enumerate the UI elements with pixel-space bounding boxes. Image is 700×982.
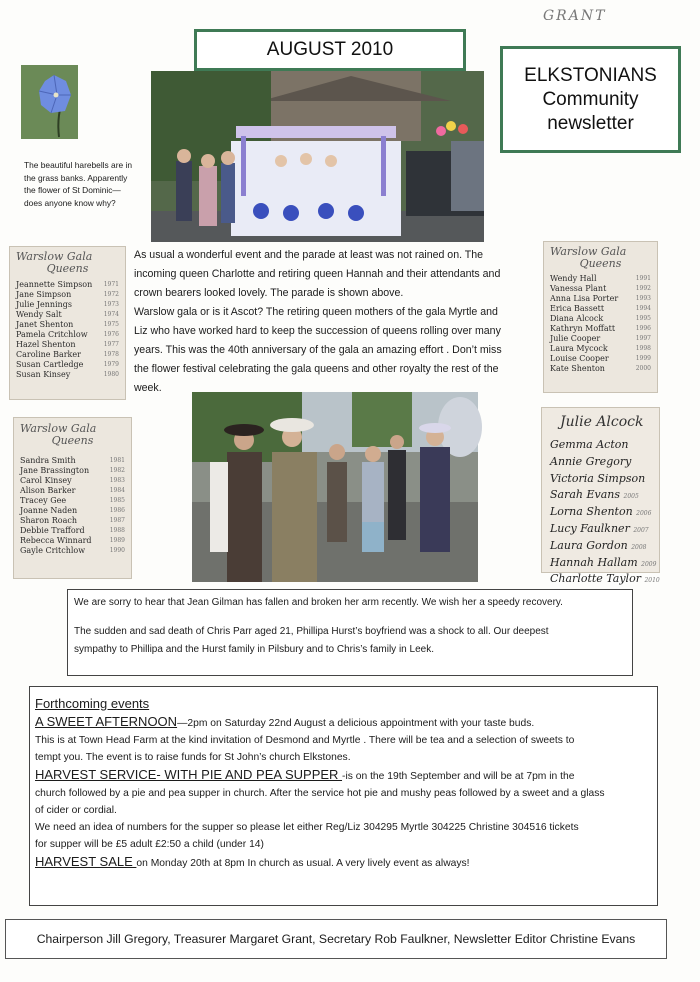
article-line: crown bearers looked lovely. The parade is shown above. (134, 287, 404, 299)
article-line: incoming queen Charlotte and retiring queen Hannah and their attendants and (134, 268, 501, 280)
committee-footer: Chairperson Jill Gregory, Treasurer Margaret Grant, Secretary Rob Faulkner, Newsletter Editor Christine Evans (5, 919, 667, 959)
queen-row: Alison Barker 1984 (20, 486, 125, 495)
issue-title: AUGUST 2010 (194, 29, 466, 71)
queen-row: Vanessa Plant 1992 (550, 284, 651, 293)
event-line: of cider or cordial. (35, 805, 117, 816)
card-title: Warslow Gala (20, 422, 97, 435)
queen-row: Sandra Smith 1981 (20, 456, 125, 465)
queen-row: Charlotte Taylor 2010 (550, 572, 660, 586)
event-line: tempt you. The event is to raise funds for St John’s church Elkstones. (35, 752, 351, 763)
news-line: sympathy to Phillipa and the Hurst family in Pilsbury and to Chris’s family in Leek. (74, 644, 434, 655)
event-line: for supper will be £5 adult £2:50 a child (under 14) (35, 839, 264, 850)
card-title: Julie Alcock (560, 414, 644, 430)
article-line: years. This was the 40th anniversary of the gala an amazing effort . Don’t miss (134, 344, 502, 356)
harvest-service-title: HARVEST SERVICE- WITH PIE AND PEA SUPPER (35, 767, 343, 782)
queen-row: Julie Jennings 1973 (16, 300, 119, 309)
queen-row: Janet Shenton 1975 (16, 320, 119, 329)
event-line: We need an idea of numbers for the supper so please let either Reg/Liz 304295 Myrtle 304225 Christine 304516 tickets (35, 822, 579, 833)
queen-row: Caroline Barker 1978 (16, 350, 119, 359)
article-line: week. (134, 382, 162, 394)
queen-row: Jeannette Simpson 1971 (16, 280, 119, 289)
queen-row: Gayle Critchlow 1990 (20, 546, 125, 555)
queen-row: Diana Alcock 1995 (550, 314, 651, 323)
article-line: Warslow gala or is it Ascot? The retiring queen mothers of the gala Myrtle and (134, 306, 498, 318)
sweet-afternoon-title: A SWEET AFTERNOON (35, 714, 178, 729)
event-line: church followed by a pie and pea supper in church. After the service hot pie and mushy peas followed by a sweet and a glass (35, 788, 605, 799)
harvest-sale-line: on Monday 20th at 8pm In church as usual. A very lively event as always! (136, 858, 470, 869)
newsletter-title-line: ELKSTONIANS (524, 64, 657, 86)
queen-row: Sarah Evans 2005 (550, 488, 639, 502)
queen-row: Lorna Shenton 2006 (550, 505, 652, 519)
queen-row: Gemma Acton (550, 438, 629, 451)
queen-row: Tracey Gee 1985 (20, 496, 125, 505)
sweet-afternoon-line: —2pm on Saturday 22nd August a delicious appointment with your taste buds. (177, 718, 535, 729)
card-title: Queens (579, 257, 622, 270)
queen-row: Wendy Salt 1974 (16, 310, 119, 319)
article-line: As usual a wonderful event and the parade at least was not rained on. The (134, 249, 484, 261)
queen-list (16, 280, 119, 380)
events-heading: Forthcoming events (35, 696, 150, 711)
caption-line: does anyone know why? (24, 197, 116, 208)
news-line: We are sorry to hear that Jean Gilman has fallen and broken her arm recently. We wish her a speedy recovery. (74, 597, 563, 608)
harebell-caption (24, 159, 156, 209)
queen-row: Erica Bassett 1994 (550, 304, 651, 313)
queens-card-2001-2010 (541, 407, 660, 586)
queen-row: Hazel Shenton 1977 (16, 340, 119, 349)
queen-row: Jane Simpson 1972 (16, 290, 119, 299)
handwritten-annotation: GRANT (543, 8, 607, 24)
news-box (67, 589, 633, 676)
card-title: Queens (51, 434, 94, 447)
newsletter-title-line: newsletter (547, 112, 634, 134)
news-line: The sudden and sad death of Chris Parr aged 21, Phillipa Hurst’s boyfriend was a shock to all. Our deepest (74, 626, 549, 637)
forthcoming-events-box (29, 686, 658, 906)
queen-row: Sharon Roach 1987 (20, 516, 125, 525)
harebell-photo (21, 65, 78, 139)
queen-row: Victoria Simpson (550, 471, 646, 485)
queen-row: Annie Gregory (550, 454, 632, 468)
gala-queen-mothers-photo (192, 392, 478, 582)
queen-mothers-illustration (192, 392, 478, 582)
caption-line: the flower of St Dominic— (24, 185, 121, 195)
harvest-sale-event (35, 853, 652, 872)
queen-row: Wendy Hall 1991 (550, 274, 651, 283)
newsletter-title-line: Community (542, 88, 639, 110)
queen-row: Anna Lisa Porter 1993 (550, 294, 651, 303)
queen-row: Rebecca Winnard 1989 (20, 536, 125, 545)
article-line: Liz who have worked hard to keep the succession of queens rolling over many (134, 325, 501, 337)
queen-row: Carol Kinsey 1983 (20, 476, 125, 485)
queen-list (550, 274, 651, 374)
queen-row: Kate Shenton 2000 (550, 364, 651, 373)
harvest-sale-title: HARVEST SALE (35, 854, 137, 869)
queen-row: Laura Gordon 2008 (550, 538, 647, 552)
sweet-afternoon-event (35, 713, 652, 732)
newsletter-title-box (500, 46, 681, 153)
queen-row: Susan Cartledge 1979 (16, 360, 119, 369)
event-line: This is at Town Head Farm at the kind invitation of Desmond and Myrtle . There will be tea and a selection of sweets to (35, 735, 575, 746)
queen-list (20, 456, 125, 556)
card-title: Warslow Gala (16, 250, 93, 263)
harebell-flower-icon (21, 65, 78, 139)
queen-row: Hannah Hallam 2009 (550, 555, 657, 569)
card-title: Queens (46, 262, 89, 275)
caption-line: The beautiful harebells are in (24, 160, 133, 170)
harvest-service-event (35, 766, 652, 785)
queens-card-1991-2000 (543, 241, 658, 393)
caption-line: the grass banks. Apparently (24, 172, 128, 183)
queen-row: Pamela Critchlow 1976 (16, 330, 119, 339)
harvest-service-line: -is on the 19th September and will be at 7pm in the (342, 771, 575, 782)
queen-row: Julie Cooper 1997 (550, 334, 651, 343)
gala-parade-photo (151, 71, 484, 242)
card-title: Warslow Gala (550, 245, 627, 258)
queen-row: Joanne Naden 1986 (20, 506, 125, 515)
queen-row: Kathryn Moffatt 1996 (550, 324, 651, 333)
parade-float-illustration (151, 71, 484, 242)
queen-row: Lucy Faulkner 2007 (550, 521, 649, 535)
gala-article (134, 246, 534, 398)
queen-row: Debbie Trafford 1988 (20, 526, 125, 535)
queen-row: Susan Kinsey 1980 (16, 370, 119, 379)
queen-list (550, 438, 660, 589)
queen-row: Jane Brassington 1982 (20, 466, 125, 475)
queens-card-1981-1990 (13, 417, 132, 579)
queens-card-1971-1980 (9, 246, 126, 400)
article-line: the flower festival celebrating the gala queens and other royalty the rest of the (134, 363, 499, 375)
queen-row: Louise Cooper 1999 (550, 354, 651, 363)
queen-row: Laura Mycock 1998 (550, 344, 651, 353)
